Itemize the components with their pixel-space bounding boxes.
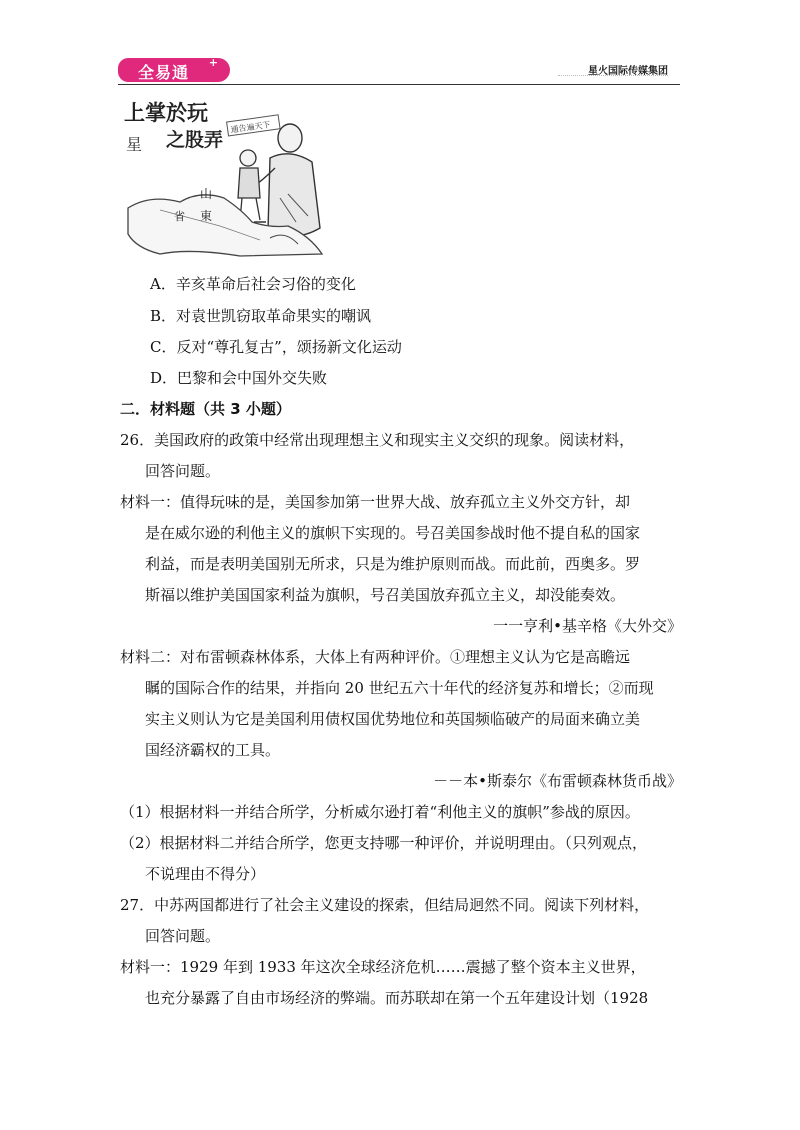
q26-subquestion1: （1）根据材料一并结合所学，分析威尔逊打着“利他主义的旗帜”参战的原因。 <box>120 803 640 821</box>
cartoon-scroll-label: 通告遍天下 <box>230 120 271 135</box>
logo-plus: + <box>208 56 218 69</box>
q26-material1-line2: 是在威尔逊的利他主义的旗帜下实现的。号召美国参战时他不提自私的国家 <box>145 524 641 542</box>
brand-logo <box>118 58 230 82</box>
option-a: A．辛亥革命后社会习俗的变化 <box>150 275 356 293</box>
cartoon-label-dong: 東 <box>200 209 213 223</box>
q26-material2-source: －－本•斯泰尔《布雷顿森林货币战》 <box>433 772 682 790</box>
q27-stem-line2: 回答问题。 <box>145 927 221 945</box>
header-rule <box>118 84 680 85</box>
cartoon-label-shan: 山 <box>200 187 213 201</box>
logo-text: 全易通 <box>138 63 190 82</box>
q26-stem-line2: 回答问题。 <box>145 462 221 480</box>
publisher-subline <box>558 75 668 78</box>
q26-material1-line1: 材料一：值得玩味的是，美国参加第一世界大战、放弃孤立主义外交方针，却 <box>120 493 631 511</box>
option-c: C．反对“尊孔复古”，颂扬新文化运动 <box>150 338 402 356</box>
q27-stem-line1: 27．中苏两国都进行了社会主义建设的探索，但结局迥然不同。阅读下列材料， <box>120 896 650 914</box>
q26-material2-line4: 国经济霸权的工具。 <box>145 741 281 759</box>
cartoon-caption-top: 上掌於玩 <box>124 100 208 125</box>
page-header <box>118 54 680 86</box>
q26-material1-line4: 斯福以维护美国国家利益为旗帜，号召美国放弃孤立主义，却没能奏效。 <box>145 586 626 604</box>
q26-subquestion2-line1: （2）根据材料二并结合所学，您更支持哪一种评价，并说明理由。（只列观点， <box>120 834 648 852</box>
q26-material2-line2: 瞩的国际合作的结果，并指向 20 世纪五六十年代的经济复苏和增长；②而现 <box>145 679 654 697</box>
q26-material2-line3: 实主义则认为它是美国利用债权国优势地位和英国频临破产的局面来确立美 <box>145 710 641 728</box>
cartoon-label-sheng: 省 <box>174 210 185 223</box>
option-b: B．对袁世凯窃取革命果实的嘲讽 <box>150 307 372 325</box>
cartoon-label-left: 星 <box>126 135 143 154</box>
q26-subquestion2-line2: 不说理由不得分） <box>145 865 266 883</box>
q26-material2-line1: 材料二：对布雷顿森林体系，大体上有两种评价。①理想主义认为它是高瞻远 <box>120 648 631 666</box>
q26-stem-line1: 26．美国政府的政策中经常出现理想主义和现实主义交织的现象。阅读材料， <box>120 431 635 449</box>
q27-material1-line2: 也充分暴露了自由市场经济的弊端。而苏联却在第一个五年建设计划（1928 <box>145 989 649 1007</box>
publisher-name: 星火国际传媒集团 <box>588 66 668 77</box>
political-cartoon-image <box>120 98 328 260</box>
q26-material1-line3: 利益，而是表明美国别无所求，只是为维护原则而战。而此前，西奥多。罗 <box>145 555 641 573</box>
q26-material1-source: 一一亨利•基辛格《大外交》 <box>493 617 682 635</box>
cartoon-caption-bottom: 之股弄 <box>166 129 224 151</box>
q27-material1-line1: 材料一：1929 年到 1933 年这次全球经济危机……震撼了整个资本主义世界， <box>120 958 646 976</box>
option-d: D．巴黎和会中国外交失败 <box>150 369 328 387</box>
section-title: 二．材料题（共 3 小题） <box>120 400 291 418</box>
